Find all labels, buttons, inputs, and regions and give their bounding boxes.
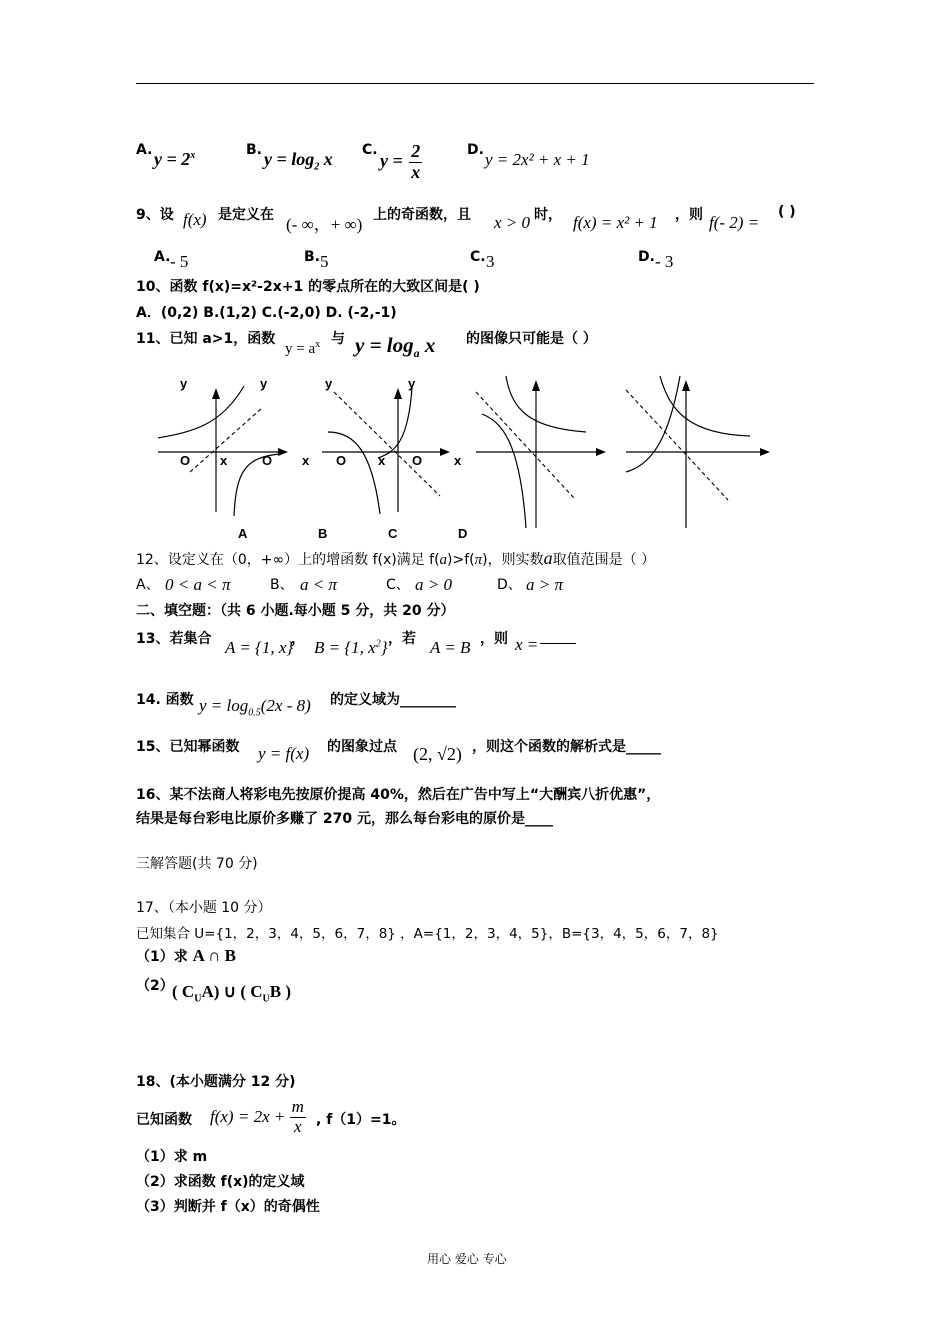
q15-suffix: ，则这个函数的解析式是_____ bbox=[472, 739, 661, 755]
q15-point: (2, √2) bbox=[413, 744, 462, 764]
q8-option-a-math: $y = 2^x$ bbox=[154, 149, 196, 169]
q8-option-a-label: A. bbox=[136, 142, 153, 158]
q17-part2-math: ( $C_UA$) ∪ ( $C_UB$ ) bbox=[172, 982, 291, 1005]
graph-label-d: D bbox=[458, 526, 468, 541]
q13-comma: ， bbox=[291, 631, 305, 647]
graph-d bbox=[626, 376, 770, 528]
q8-option-c-math: y = $\frac{2}{x}$ bbox=[380, 141, 421, 182]
svg-text:x: x bbox=[378, 453, 386, 468]
q18-title: 18、(本小题满分 12 分) bbox=[136, 1074, 296, 1090]
q12-opt-d-val: a > π bbox=[526, 575, 563, 594]
q11-prefix: 11、已知 a>1，函数 bbox=[136, 331, 276, 347]
q9-opt-a: A. bbox=[154, 249, 171, 265]
q14-prefix: 14. 函数 bbox=[136, 692, 194, 708]
q8-option-b-label: B. bbox=[246, 142, 262, 158]
q9-opt-b-val: 5 bbox=[320, 252, 329, 271]
q13-set-a: A = {1, x} bbox=[225, 638, 294, 657]
q8-option-d-math: y = 2x² + x + 1 bbox=[485, 150, 590, 169]
q9-opt-d-val: - 3 bbox=[655, 252, 674, 271]
q12-opt-c-val: a > 0 bbox=[415, 575, 452, 594]
q9-formula: f(x) = x² + 1 bbox=[573, 213, 658, 232]
q13-set-b: B = {1, $x^2$} bbox=[314, 638, 388, 657]
q12-opt-b-val: a < π bbox=[300, 575, 337, 594]
q10-options: A．(0,2) B.(1,2) C.(-2,0) D. (-2,-1) bbox=[136, 305, 397, 321]
q15-formula: y = f(x) bbox=[258, 744, 310, 763]
graph-label-c: C bbox=[388, 526, 398, 541]
q9-text2: 上的奇函数，且 bbox=[373, 207, 471, 223]
q13-cond: A = B bbox=[430, 638, 471, 657]
svg-text:y: y bbox=[260, 376, 268, 391]
q12-opt-a-val: 0 < a < π bbox=[165, 575, 231, 594]
q11-log-func: $y = \log_a x$ bbox=[355, 333, 436, 361]
svg-text:O: O bbox=[262, 453, 273, 468]
svg-text:x: x bbox=[220, 453, 228, 468]
q16-line1: 16、某不法商人将彩电先按原价提高 40%，然后在广告中写上“大酬宾八折优惠”， bbox=[136, 787, 661, 803]
q11-mid: 与 bbox=[331, 331, 345, 347]
q11-suffix: 的图像只可能是（ ） bbox=[466, 331, 597, 347]
q18-suffix: , f（1）=1。 bbox=[316, 1112, 406, 1128]
svg-text:O: O bbox=[180, 453, 191, 468]
q8-option-b-math: $y = \log_2 x$ bbox=[264, 149, 333, 173]
q9-question: f(- 2) = bbox=[709, 213, 760, 232]
graph-label-b: B bbox=[318, 526, 328, 541]
q8-option-d-label: D. bbox=[467, 142, 484, 158]
q13-mid2: ，则 bbox=[480, 631, 508, 647]
q15-mid: 的图象过点 bbox=[327, 739, 397, 755]
q10-text: 10、函数 f(x)=x²-2x+1 的零点所在的大致区间是( ) bbox=[136, 279, 480, 295]
svg-text:y: y bbox=[180, 376, 188, 391]
q18-part1: （1）求 m bbox=[136, 1149, 208, 1165]
svg-text:y: y bbox=[325, 376, 333, 391]
graph-label-a: A bbox=[238, 526, 248, 541]
q18-part2: （2）求函数 f(x)的定义域 bbox=[136, 1174, 305, 1190]
q18-formula: f(x) = 2x + $\frac{m}{x}$ bbox=[210, 1097, 304, 1136]
svg-text:x: x bbox=[302, 453, 310, 468]
q18-part3: （3）判断并 f（x）的奇偶性 bbox=[136, 1199, 320, 1215]
q8-option-c-label: C. bbox=[362, 142, 378, 158]
section-fill-in-title: 二、填空题：（共 6 小题.每小题 5 分，共 20 分） bbox=[136, 603, 455, 619]
q17-line1: 已知集合 U={1，2，3，4，5，6，7，8} ，A={1，2，3，4，5}，B={3，4，5，6，7，8} bbox=[136, 926, 719, 942]
q9-opt-a-val: - 5 bbox=[170, 252, 189, 271]
q11-exp-func: $y = a^x$ bbox=[285, 339, 321, 357]
q14-suffix: 的定义域为________ bbox=[330, 692, 456, 708]
q17-title: 17、（本小题 10 分） bbox=[136, 900, 272, 916]
q12-opt-a: A、 bbox=[136, 577, 160, 593]
graph-b bbox=[322, 376, 462, 514]
q9-opt-b: B. bbox=[304, 249, 320, 265]
svg-text:O: O bbox=[336, 453, 347, 468]
graph-c bbox=[476, 376, 606, 528]
q12-opt-b: B、 bbox=[270, 577, 294, 593]
q9-opt-c-val: 3 bbox=[486, 252, 495, 271]
q17-part2-label: （2） bbox=[136, 978, 174, 994]
q9-text1: 是定义在 bbox=[218, 207, 274, 223]
q9-paren: ( ) bbox=[778, 204, 796, 220]
q13-mid: ，若 bbox=[388, 631, 416, 647]
q12-opt-d: D、 bbox=[497, 577, 522, 593]
q12-opt-c: C、 bbox=[386, 577, 410, 593]
q9-opt-c: C. bbox=[470, 249, 486, 265]
q9-fx: f(x) bbox=[183, 210, 207, 229]
section-answer-title: 三解答题(共 70 分) bbox=[136, 856, 258, 872]
q9-text3: 时， bbox=[534, 207, 562, 223]
header-rule bbox=[136, 83, 814, 84]
svg-text:x: x bbox=[454, 453, 462, 468]
q9-opt-d: D. bbox=[638, 249, 655, 265]
q16-line2: 结果是每台彩电比原价多赚了 270 元，那么每台彩电的原价是____ bbox=[136, 811, 553, 827]
q9-interval: (- ∞，+ ∞) bbox=[286, 215, 363, 234]
q9-text4: ，则 bbox=[675, 207, 703, 223]
q18-prefix: 已知函数 bbox=[136, 1112, 192, 1128]
q13-answer: x = bbox=[515, 635, 576, 655]
q17-part1: （1）求 A ∩ B bbox=[136, 946, 237, 965]
page-footer: 用心 爱心 专心 bbox=[427, 1252, 507, 1266]
q13-prefix: 13、若集合 bbox=[136, 631, 212, 647]
q9-prefix: 9、设 bbox=[136, 207, 174, 223]
svg-text:y: y bbox=[408, 376, 416, 391]
svg-text:O: O bbox=[412, 453, 423, 468]
q15-prefix: 15、已知幂函数 bbox=[136, 739, 240, 755]
q9-cond: x > 0 bbox=[494, 213, 531, 232]
q11-graph-options bbox=[150, 372, 780, 542]
q14-formula: $y = \log_{0.5}(2x - 8)$ bbox=[199, 696, 311, 719]
q12-line: 12、设定义在（0，+∞）上的增函数 f(x)满足 f(a)>f(π)，则实数a取值范围是（ ） bbox=[136, 548, 656, 568]
graph-a bbox=[158, 376, 310, 516]
